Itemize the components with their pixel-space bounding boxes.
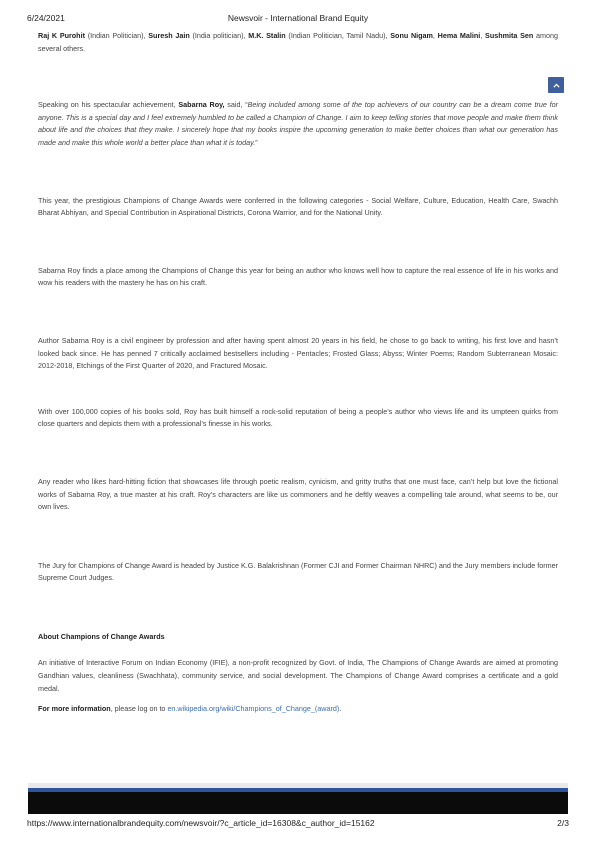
copies-paragraph: With over 100,000 copies of his books sold, Roy has built himself a rock-solid reputation of being a people’s author who views life and its umpteen quirks from close quarters and depicts them with a professional’s finesse in his works.	[38, 406, 558, 429]
page-number: 2/3	[557, 818, 569, 828]
chevron-up-icon	[553, 83, 560, 88]
print-date: 6/24/2021	[27, 13, 65, 23]
about-paragraph: An initiative of Interactive Forum on Indian Economy (IFIE), a non-profit recognized by Govt. of India, The Champions of Change Awards are aimed at promoting Gandhian values, cleanliness (Swachhata), community service, and social development. The Champions of Change Award comprises a certificate and a gold medal.	[38, 658, 558, 693]
wikipedia-link[interactable]: en.wikipedia.org/wiki/Champions_of_Change_(award)	[167, 704, 340, 714]
about-heading: About Champions of Change Awards	[38, 631, 165, 641]
site-footer	[28, 792, 568, 814]
print-header	[27, 13, 569, 25]
person-name: Hema Malini	[437, 31, 481, 40]
print-title: Newsvoir - International Brand Equity	[227, 13, 369, 23]
intro-paragraph: Raj K Purohit (Indian Politician), Suresh Jain (India politician), M.K. Stalin (Indian Politician, Tamil Nadu), Sonu Nigam, Hema Malini, Sushmita Sen among several others.	[38, 31, 558, 53]
person-name: Suresh Jain	[148, 31, 190, 40]
person-name: M.K. Stalin	[248, 31, 286, 40]
author-quote: Being included among some of the top achievers of our country can be a dream come true for anyone. This is a special day and I feel extremely humbled to be called a Champion of Change. I aim to keep telling stories that move people and make them think about life and the choices that they make. I sincerely hope that my books inspire the upcoming generation to make better choices than what our generation has made and make this whole world a better place than what it is today.	[38, 100, 558, 147]
person-name: Sonu Nigam	[390, 31, 433, 40]
categories-paragraph: This year, the prestigious Champions of Change Awards were conferred in the following categories - Social Welfare, Culture, Education, Health Care, Swachh Bharat Abhiyan, and Special Contribution in Aspirational Districts, Corona Warrior, and for the National Unity.	[38, 195, 558, 218]
jury-paragraph: The Jury for Champions of Change Award is headed by Justice K.G. Balakrishnan (Former CJI and Former Chairman NHRC) and the Jury members include former Supreme Court Judges.	[38, 560, 558, 583]
print-footer	[27, 818, 569, 830]
scroll-to-top-button[interactable]	[548, 77, 564, 93]
article-body	[38, 30, 558, 716]
author-bio-paragraph: Author Sabarna Roy is a civil engineer by profession and after having spent almost 20 years in his field, he chose to go back to writing, his first love and hasn’t looked back since. He has penned 7 critically acclaimed bestsellers including - Pentacles; Frosted Glass; Abyss; Winter Poems; Random Subterranean Mosaic: 2012-2018, Etchings of the First Quarter of 2020, and Fractured Mosaic.	[38, 335, 558, 371]
more-info-paragraph: For more information, please log on to en.wikipedia.org/wiki/Champions_of_Change_(award).	[38, 704, 342, 714]
place-paragraph: Sabarna Roy finds a place among the Champions of Change this year for being an author who knows well how to capture the real essence of life in his works and wow his readers with the mastery he has on his craft.	[38, 265, 558, 288]
person-name: Raj K Purohit	[38, 31, 85, 40]
print-url: https://www.internationalbrandequity.com/newsvoir/?c_article_id=16308&c_author_id=15162	[27, 818, 375, 828]
quote-paragraph: Speaking on his spectacular achievement, Sabarna Roy, said, “Being included among some of the top achievers of our country can be a dream come true for anyone. This is a special day and I feel extremely humbled to be called a Champion of Change. I aim to keep telling stories that move people and make them think about life and the choices that they make. I sincerely hope that my books inspire the upcoming generation to make better choices than what our generation has made and make this whole world a better place than what it is today.”	[38, 100, 558, 147]
author-name: Sabarna Roy,	[178, 100, 225, 110]
person-name: Sushmita Sen	[485, 31, 534, 40]
reader-paragraph: Any reader who likes hard-hitting fiction that showcases life through poetic realism, cynicism, and gritty truths that one must face, can’t help but love the fictional works of Sabarna Roy, a true master at his craft. Roy’s characters are like us commoners and he deftly weaves a compelling tale around, what seems to be, our own lives.	[38, 476, 558, 512]
